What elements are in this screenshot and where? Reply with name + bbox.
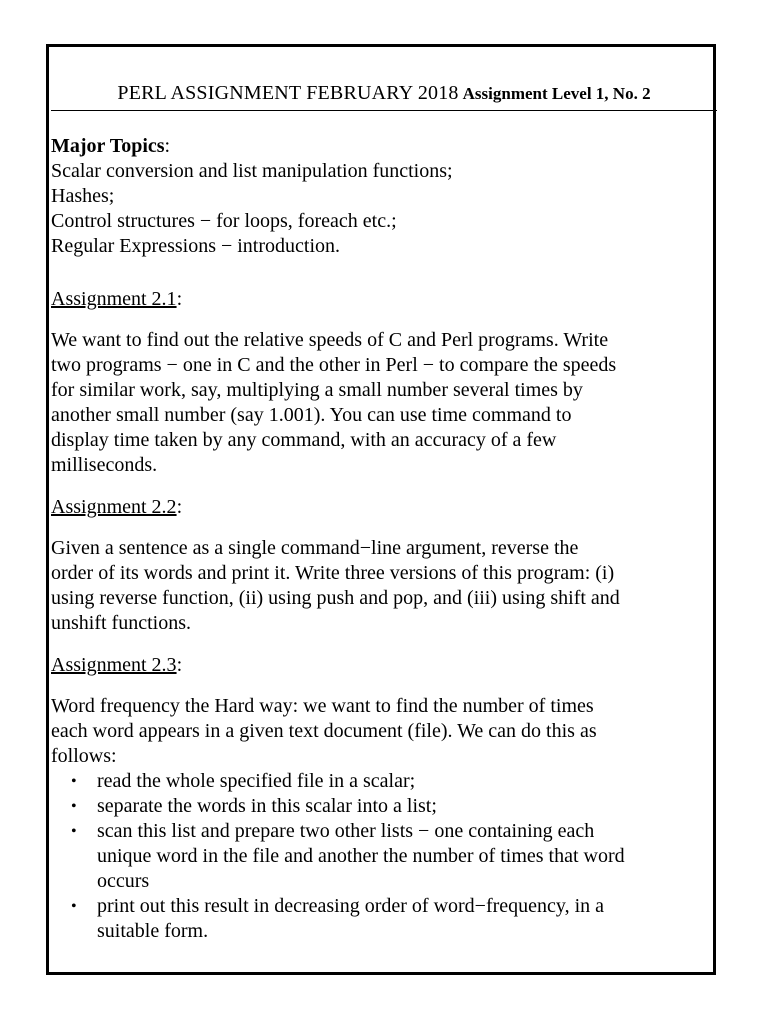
paragraph-line: Word frequency the Hard way: we want to find the number of times — [51, 695, 594, 717]
list-item — [51, 894, 719, 944]
list-item-text: separate the words in this scalar into a list; — [97, 795, 437, 817]
heading-colon: : — [176, 288, 183, 310]
list-item-text: suitable form. — [97, 920, 209, 942]
paragraph-line: using reverse function, (ii) using push and pop, and (iii) using shift and — [51, 587, 620, 609]
assignment-2-3 — [51, 653, 719, 944]
list-item-text: occurs — [97, 870, 150, 892]
bullet-icon: • — [71, 798, 77, 815]
paragraph-line: unshift functions. — [51, 612, 191, 634]
bullet-icon: • — [71, 773, 77, 790]
paragraph-line: order of its words and print it. Write three versions of this program: (i) — [51, 562, 615, 584]
paragraph-line: milliseconds. — [51, 454, 158, 476]
heading-colon: : — [164, 135, 171, 157]
steps-list — [51, 769, 719, 944]
paragraph-line: another small number (say 1.001). You can use time command to — [51, 404, 572, 426]
major-topics — [51, 134, 719, 259]
document-body — [51, 134, 719, 944]
heading-colon: : — [176, 654, 183, 676]
bullet-icon: • — [71, 898, 77, 915]
paragraph-line: each word appears in a given text document (file). We can do this as — [51, 720, 597, 742]
topic-item: Hashes; — [51, 185, 115, 207]
list-item-text: scan this list and prepare two other lists − one containing each — [97, 820, 595, 842]
list-item — [51, 794, 719, 819]
paragraph-line: display time taken by any command, with an accuracy of a few — [51, 429, 557, 451]
list-item-text: unique word in the file and another the number of times that word — [97, 845, 625, 867]
paragraph-line: Given a sentence as a single command−line argument, reverse the — [51, 537, 579, 559]
assignment-level: Assignment Level 1, No. 2 — [462, 84, 651, 103]
topic-item: Regular Expressions − introduction. — [51, 235, 341, 257]
bullet-icon: • — [71, 823, 77, 840]
major-topics-heading: Major Topics — [51, 135, 165, 157]
assignment-2-1 — [51, 287, 719, 478]
topic-item: Scalar conversion and list manipulation functions; — [51, 160, 453, 182]
paragraph-line: We want to find out the relative speeds of C and Perl programs. Write — [51, 329, 609, 351]
assignment-2-2 — [51, 495, 719, 636]
heading-colon: : — [176, 496, 183, 518]
paragraph-line: two programs − one in C and the other in Perl − to compare the speeds — [51, 354, 617, 376]
list-item — [51, 769, 719, 794]
topic-item: Control structures − for loops, foreach etc.; — [51, 210, 397, 232]
assignment-2-3-heading: Assignment 2.3 — [51, 654, 177, 676]
paragraph-line: follows: — [51, 745, 117, 767]
paragraph-line: for similar work, say, multiplying a small number several times by — [51, 379, 583, 401]
assignment-2-1-heading: Assignment 2.1 — [51, 288, 177, 310]
header — [51, 82, 717, 111]
document-title: PERL ASSIGNMENT FEBRUARY 2018 — [117, 82, 459, 104]
list-item-text: read the whole specified file in a scalar; — [97, 770, 416, 792]
list-item — [51, 819, 719, 894]
assignment-2-2-heading: Assignment 2.2 — [51, 496, 177, 518]
list-item-text: print out this result in decreasing order of word−frequency, in a — [97, 895, 605, 917]
